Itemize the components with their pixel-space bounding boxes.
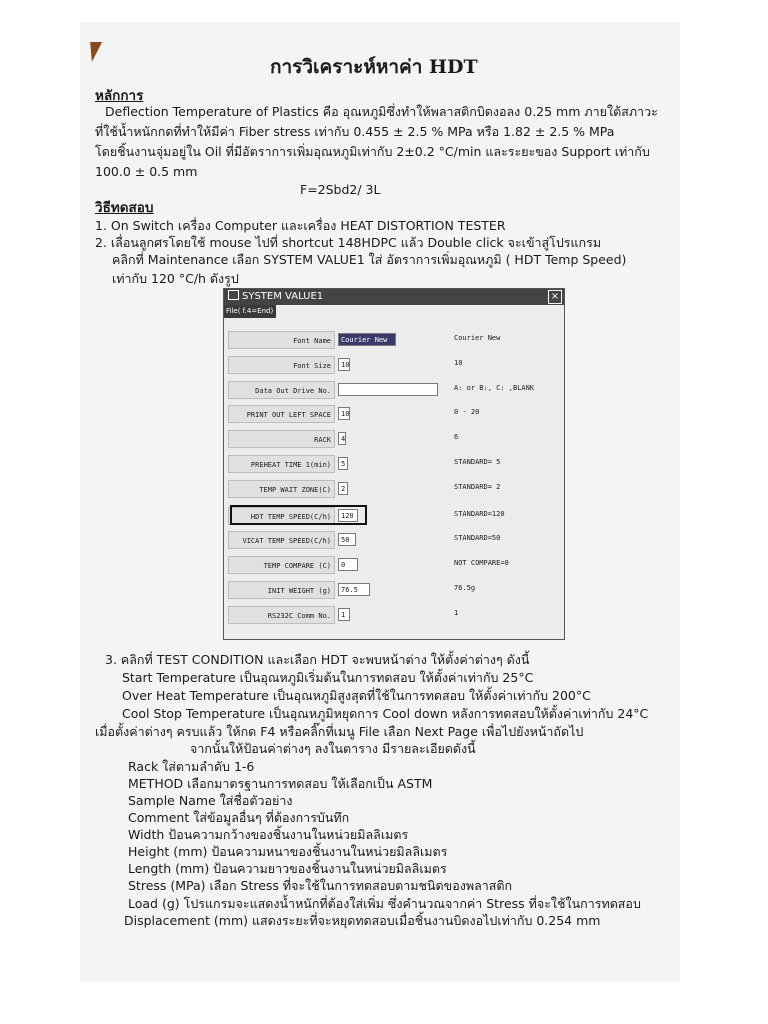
step-2-line: เท่ากับ 120 °C/h ดังรูป	[112, 271, 239, 286]
setting-row	[228, 480, 558, 498]
principle-line: โดยชิ้นงานจุ่มอยู่ใน Oil ที่มีอัตราการเพิ่มอุณหภูมิเท่ากับ 2±0.2 °C/min และระยะของ Support เท่ากับ	[95, 144, 650, 159]
rs232c-comm-input[interactable]: 1	[338, 608, 350, 621]
setting-label: PREHEAT TIME 1(min)	[228, 455, 335, 473]
setting-row	[228, 356, 558, 374]
setting-label: VICAT TEMP SPEED(C/h)	[228, 531, 335, 549]
step-3-line: Start Temperature เป็นอุณหภูมิเริ่มต้นในการทดสอบ ให้ตั้งค่าเท่ากับ 25°C	[122, 670, 534, 685]
data-out-drive-input[interactable]	[338, 383, 438, 396]
setting-label: HDT TEMP SPEED(C/h)	[228, 507, 335, 525]
system-value-dialog	[223, 288, 565, 640]
preheat-time-input[interactable]: 5	[338, 457, 348, 470]
font-name-input[interactable]: Courier New	[338, 333, 396, 346]
step-3-line: 3. คลิกที่ TEST CONDITION และเลือก HDT จะพบหน้าต่าง ให้ตั้งค่าต่างๆ ดังนี้	[105, 652, 530, 667]
setting-hint: 76.5g	[454, 584, 476, 592]
list-item: Sample Name ใส่ชื่อตัวอย่าง	[128, 793, 293, 808]
setting-row	[228, 531, 558, 549]
setting-label: TEMP COMPARE (C)	[228, 556, 335, 574]
highlight-box	[230, 505, 367, 525]
file-menu[interactable]: File( f.4=End)	[224, 305, 276, 318]
setting-row	[228, 381, 558, 399]
step-2-line: คลิกที่ Maintenance เลือก SYSTEM VALUE1 ใส่ อัตราการเพิ่มอุณหภูมิ ( HDT Temp Speed)	[112, 252, 627, 267]
step-3-line: เมื่อตั้งค่าต่างๆ ครบแล้ว ให้กด F4 หรือคลิ๊กที่เมนู File เลือก Next Page เพื่อไปยังหน้าถัดไป	[95, 724, 584, 739]
setting-label: Font Size	[228, 356, 335, 374]
list-item: Stress (MPa) เลือก Stress ที่จะใช้ในการทดสอบตามชนิดของพลาสติก	[128, 878, 513, 893]
setting-row	[228, 556, 558, 574]
list-item: Comment ใส่ข้อมูลอื่นๆ ที่ต้องการบันทึก	[128, 810, 350, 825]
step-3-line: Cool Stop Temperature เป็นอุณหภูมิหยุดการ Cool down หลังการทดสอบให้ตั้งค่าเท่ากับ 24°C	[122, 706, 649, 721]
setting-hint: A: or B:, C: ,BLANK	[454, 384, 535, 392]
principle-line: ที่ใช้น้ำหนักกดที่ทำให้มีค่า Fiber stress เท่ากับ 0.455 ± 2.5 % MPa หรือ 1.82 ± 2.5 % MPa	[95, 124, 615, 139]
step-2-line: 2. เลื่อนลูกศรโดยใช้ mouse ไปที่ shortcut 148HDPC แล้ว Double click จะเข้าสู่โปรแกรม	[95, 235, 602, 250]
setting-row	[228, 455, 558, 473]
close-icon[interactable]: ×	[548, 290, 562, 304]
list-item: Rack ใส่ตามลำดับ 1-6	[128, 759, 255, 774]
hdt-temp-speed-input[interactable]: 120	[338, 509, 358, 522]
step-1: 1. On Switch เครื่อง Computer และเครื่อง HEAT DISTORTION TESTER	[95, 218, 506, 233]
page-title: การวิเคราะห์หาค่า HDT	[270, 56, 478, 78]
list-item: Width ป้อนความกว้างของชิ้นงานในหน่วยมิลลิเมตร	[128, 827, 409, 842]
step-3-line: Over Heat Temperature เป็นอุณหภูมิสูงสุดที่ใช้ในการทดสอบ ให้ตั้งค่าเท่ากับ 200°C	[122, 688, 591, 703]
setting-hint: 1	[454, 609, 459, 617]
list-item: METHOD เลือกมาตรฐานการทดสอบ ให้เลือกเป็น ASTM	[128, 776, 433, 791]
principle-line: 100.0 ± 0.5 mm	[95, 164, 198, 179]
window-icon	[228, 290, 239, 300]
method-heading: วิธีทดสอบ	[95, 200, 154, 216]
setting-hint: 6	[454, 433, 459, 441]
setting-row	[228, 581, 558, 599]
font-size-input[interactable]: 10	[338, 358, 350, 371]
principle-line: Deflection Temperature of Plastics คือ อุณหภูมิซึ่งทำให้พลาสติกบิดงอลง 0.25 mm ภายใต้สภาวะ	[105, 104, 658, 119]
setting-row	[228, 331, 558, 349]
setting-row	[228, 606, 558, 624]
list-item: Height (mm) ป้อนความหนาของชิ้นงานในหน่วยมิลลิเมตร	[128, 844, 448, 859]
rack-input[interactable]: 4	[338, 432, 346, 445]
vicat-temp-speed-input[interactable]: 50	[338, 533, 356, 546]
setting-label: RS232C Comm No.	[228, 606, 335, 624]
setting-label: TEMP WAIT ZONE(C)	[228, 480, 335, 498]
list-item: Load (g) โปรแกรมจะแสดงน้ำหนักที่ต้องใส่เพิ่ม ซึ่งคำนวณจากค่า Stress ที่จะใช้ในการทดสอบ	[128, 896, 641, 911]
setting-hint: NOT COMPARE=0	[454, 559, 509, 567]
dialog-title: SYSTEM VALUE1	[242, 291, 324, 302]
step-3-line: จากนั้นให้ป้อนค่าต่างๆ ลงในตาราง มีรายละเอียดดังนี้	[190, 741, 476, 756]
dialog-titlebar	[224, 289, 564, 305]
setting-hint: STANDARD=50	[454, 534, 501, 542]
temp-wait-zone-input[interactable]: 2	[338, 482, 348, 495]
setting-label: RACK	[228, 430, 335, 448]
setting-row	[228, 430, 558, 448]
list-item: Length (mm) ป้อนความยาวของชิ้นงานในหน่วยมิลลิเมตร	[128, 861, 447, 876]
setting-hint: 0 - 20	[454, 408, 480, 416]
setting-label: Font Name	[228, 331, 335, 349]
setting-label: INIT WEIGHT (g)	[228, 581, 335, 599]
setting-hint: 10	[454, 359, 463, 367]
setting-hint: Courier New	[454, 334, 501, 342]
init-weight-input[interactable]: 76.5	[338, 583, 370, 596]
setting-row	[228, 405, 558, 423]
principle-heading: หลักการ	[95, 88, 144, 104]
setting-label: PRINT OUT LEFT SPACE	[228, 405, 335, 423]
formula: F=2Sbd2/ 3L	[300, 182, 381, 197]
setting-hint: STANDARD= 5	[454, 458, 501, 466]
left-space-input[interactable]: 10	[338, 407, 350, 420]
list-item: Displacement (mm) แสดงระยะที่จะหยุดทดสอบเมื่อชิ้นงานบิดงอไปเท่ากับ 0.254 mm	[124, 913, 601, 928]
setting-hint: STANDARD= 2	[454, 483, 501, 491]
setting-hint: STANDARD=120	[454, 510, 505, 518]
setting-label: Data Out Drive No.	[228, 381, 335, 399]
temp-compare-input[interactable]: 0	[338, 558, 358, 571]
